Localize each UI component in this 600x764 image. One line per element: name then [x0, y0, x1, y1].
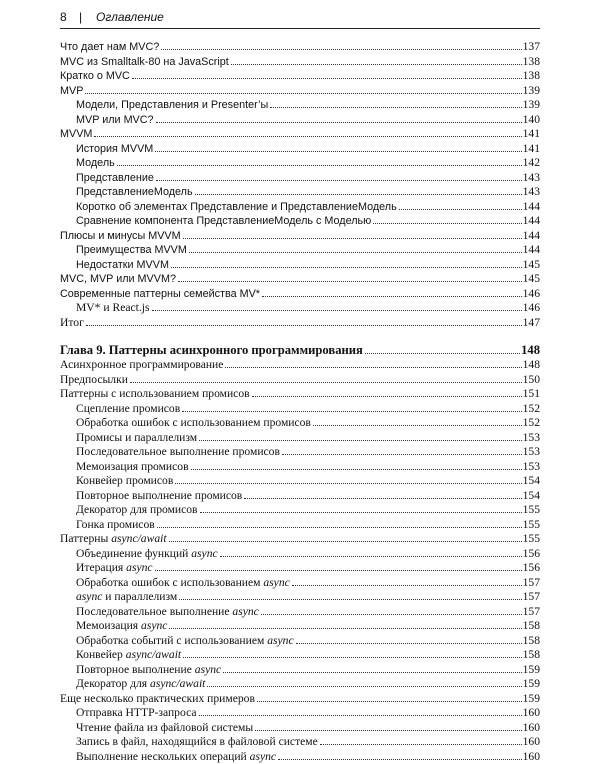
- dot-leader: [155, 151, 521, 152]
- header-separator: |: [79, 9, 82, 25]
- toc-entry-page: 142: [523, 156, 540, 171]
- dot-leader: [262, 296, 522, 297]
- code-term: async: [263, 576, 289, 589]
- toc-entry-title: Обработка ошибок с использованием async: [76, 576, 290, 591]
- toc-entry[interactable]: [60, 445, 540, 460]
- dot-leader: [231, 64, 522, 65]
- toc-entry-title: MVC, MVP или MVVM?: [60, 272, 176, 287]
- toc-entry-title: Мемоизация промисов: [76, 460, 189, 475]
- toc-entry-title: Итерация async: [76, 561, 153, 576]
- toc-entry-title: Асинхронное программирование: [60, 358, 223, 373]
- toc-entry-page: 154: [523, 474, 540, 489]
- dot-leader: [155, 570, 522, 571]
- dot-leader: [183, 238, 522, 239]
- header-rule: [60, 28, 540, 29]
- toc-entry-page: 160: [523, 750, 540, 764]
- dot-leader: [207, 686, 521, 687]
- toc-entry-title: Плюсы и минусы MVVM: [60, 229, 181, 244]
- toc-entry-page: 158: [523, 648, 540, 663]
- toc-entry-title: Гонка промисов: [76, 518, 155, 533]
- toc-entry[interactable]: [60, 590, 540, 605]
- toc-entry-page: 154: [523, 489, 540, 504]
- dot-leader: [244, 498, 521, 499]
- toc-entry-title: MVP: [60, 84, 83, 99]
- code-term: async/await: [126, 648, 181, 661]
- dot-leader: [195, 194, 522, 195]
- dot-leader: [373, 223, 521, 224]
- toc-entry[interactable]: [60, 301, 540, 316]
- toc-entry[interactable]: [60, 214, 540, 229]
- toc-entry-title: Промисы и параллелизм: [76, 431, 197, 446]
- toc-entry[interactable]: [60, 619, 540, 634]
- toc-entry-page: 155: [523, 518, 540, 533]
- toc-entry-title: Мемоизация async: [76, 619, 167, 634]
- toc-entry-title: История MVVM: [76, 142, 153, 157]
- dot-leader: [365, 353, 520, 354]
- toc-entry-title: Сравнение компонента ПредставлениеМодель с Моделью: [76, 214, 371, 229]
- toc-entry[interactable]: [60, 648, 540, 663]
- toc-entry-title: async и параллелизм: [76, 590, 177, 605]
- toc-entry[interactable]: [60, 532, 540, 547]
- toc-entry[interactable]: [60, 503, 540, 518]
- chapter-page: 148: [521, 342, 540, 358]
- toc-entry-title: Паттерны async/await: [60, 532, 167, 547]
- toc-entry-page: 138: [523, 69, 540, 84]
- toc-entry-title: Сцепление промисов: [76, 402, 180, 417]
- toc-entry-page: 146: [523, 287, 540, 302]
- toc-entry[interactable]: [60, 373, 540, 388]
- toc-entry-title: Конвейер промисов: [76, 474, 173, 489]
- toc-entry[interactable]: [60, 706, 540, 721]
- dot-leader: [399, 209, 522, 210]
- toc-entry[interactable]: [60, 171, 540, 186]
- toc-entry[interactable]: [60, 55, 540, 70]
- toc-entry-title: Повторное выполнение промисов: [76, 489, 242, 504]
- toc-chapter-9[interactable]: [60, 342, 540, 358]
- toc-entry-page: 147: [523, 316, 540, 331]
- toc-entry[interactable]: [60, 561, 540, 576]
- dot-leader: [182, 411, 521, 412]
- toc-entry-page: 158: [523, 634, 540, 649]
- dot-leader: [261, 614, 522, 615]
- toc-entry-page: 143: [523, 171, 540, 186]
- toc-entry-title: MVP или MVC?: [76, 113, 154, 128]
- toc-entry-page: 155: [523, 532, 540, 547]
- toc-entry-page: 140: [523, 113, 540, 128]
- toc-entry-page: 157: [523, 605, 540, 620]
- page-number: 8: [60, 9, 67, 25]
- toc-entry-page: 158: [523, 619, 540, 634]
- dot-leader: [175, 483, 521, 484]
- dot-leader: [252, 396, 522, 397]
- toc-entry-page: 153: [523, 445, 540, 460]
- toc-entry[interactable]: [60, 489, 540, 504]
- toc-entry-page: 159: [523, 677, 540, 692]
- toc-entry-title: ПредставлениеМодель: [76, 185, 193, 200]
- toc-entry-title: Запись в файл, находящийся в файловой системе: [76, 735, 318, 750]
- dot-leader: [225, 367, 521, 368]
- toc-entry[interactable]: [60, 460, 540, 475]
- dot-leader: [132, 78, 522, 79]
- toc-entry-title: Обработка ошибок с использованием промисов: [76, 416, 311, 431]
- dot-leader: [171, 267, 522, 268]
- dot-leader: [183, 657, 521, 658]
- toc-entry-title: Объединение функций async: [76, 547, 218, 562]
- toc-entry[interactable]: [60, 142, 540, 157]
- toc-entry[interactable]: [60, 402, 540, 417]
- table-of-contents: [60, 40, 540, 764]
- toc-entry-title: Итог: [60, 316, 84, 331]
- toc-section-async: [60, 358, 540, 764]
- toc-entry[interactable]: [60, 98, 540, 113]
- toc-entry-title: Последовательное выполнение промисов: [76, 445, 280, 460]
- dot-leader: [296, 643, 522, 644]
- toc-entry[interactable]: [60, 750, 540, 764]
- toc-entry-title: Конвейер async/await: [76, 648, 181, 663]
- toc-entry-page: 138: [523, 55, 540, 70]
- dot-leader: [270, 107, 521, 108]
- toc-entry-title: Еще несколько практических примеров: [60, 692, 255, 707]
- toc-entry-title: Отправка HTTP-запроса: [76, 706, 197, 721]
- code-term: async: [195, 663, 221, 676]
- dot-leader: [179, 599, 521, 600]
- toc-entry-title: Что дает нам MVC?: [60, 40, 159, 55]
- chapter-title: Глава 9. Паттерны асинхронного программирования: [60, 342, 363, 358]
- dot-leader: [292, 585, 522, 586]
- toc-entry-page: 152: [523, 402, 540, 417]
- toc-entry[interactable]: [60, 663, 540, 678]
- toc-entry-page: 141: [523, 127, 540, 142]
- code-term: async: [232, 605, 258, 618]
- toc-entry[interactable]: [60, 518, 540, 533]
- toc-entry-page: 144: [523, 200, 540, 215]
- toc-entry-title: MVC из Smalltalk-80 на JavaScript: [60, 55, 229, 70]
- toc-entry[interactable]: [60, 721, 540, 736]
- toc-entry-page: 151: [523, 387, 540, 402]
- toc-entry-page: 160: [523, 706, 540, 721]
- dot-leader: [85, 93, 521, 94]
- toc-entry[interactable]: [60, 634, 540, 649]
- toc-entry-title: Представление: [76, 171, 154, 186]
- toc-entry-title: Повторное выполнение async: [76, 663, 221, 678]
- toc-entry-page: 148: [523, 358, 540, 373]
- toc-entry-page: 145: [523, 258, 540, 273]
- toc-section-mv-patterns: [60, 40, 540, 330]
- section-gap: [60, 330, 540, 342]
- dot-leader: [157, 527, 522, 528]
- toc-entry[interactable]: [60, 258, 540, 273]
- toc-entry-page: 139: [523, 84, 540, 99]
- toc-entry-title: MVVM: [60, 127, 92, 142]
- toc-entry-title: Предпосылки: [60, 373, 128, 388]
- toc-entry-title: Чтение файла из файловой системы: [76, 721, 253, 736]
- toc-entry[interactable]: [60, 113, 540, 128]
- toc-entry[interactable]: [60, 287, 540, 302]
- dot-leader: [199, 440, 522, 441]
- toc-entry[interactable]: [60, 474, 540, 489]
- dot-leader: [282, 454, 522, 455]
- toc-entry-page: 156: [523, 561, 540, 576]
- dot-leader: [86, 325, 522, 326]
- toc-entry-title: Модели, Представления и Presenter’ы: [76, 98, 268, 113]
- dot-leader: [200, 512, 522, 513]
- toc-entry[interactable]: [60, 156, 540, 171]
- toc-entry[interactable]: [60, 431, 540, 446]
- code-term: async/await: [150, 677, 205, 690]
- toc-entry[interactable]: [60, 416, 540, 431]
- toc-entry-title: Современные паттерны семейства MV*: [60, 287, 260, 302]
- code-term: async: [141, 619, 167, 632]
- toc-entry-title: Паттерны с использованием промисов: [60, 387, 250, 402]
- dot-leader: [130, 382, 522, 383]
- toc-entry-title: Модель: [76, 156, 115, 171]
- code-term: async: [126, 561, 152, 574]
- dot-leader: [189, 252, 522, 253]
- running-header: [60, 9, 540, 31]
- dot-leader: [223, 672, 521, 673]
- dot-leader: [152, 310, 522, 311]
- toc-entry-page: 146: [523, 301, 540, 316]
- code-term: async/await: [111, 532, 166, 545]
- toc-entry[interactable]: [60, 229, 540, 244]
- toc-entry-page: 153: [523, 431, 540, 446]
- toc-entry[interactable]: [60, 358, 540, 373]
- dot-leader: [199, 715, 522, 716]
- toc-entry[interactable]: [60, 40, 540, 55]
- toc-entry[interactable]: [60, 547, 540, 562]
- toc-entry-title: Декоратор для async/await: [76, 677, 205, 692]
- toc-entry[interactable]: [60, 316, 540, 331]
- toc-entry-page: 155: [523, 503, 540, 518]
- code-term: async: [191, 547, 217, 560]
- toc-entry-title: Недостатки MVVM: [76, 258, 169, 273]
- toc-entry-page: 160: [523, 721, 540, 736]
- toc-entry-title: Коротко об элементах Представление и ПредставлениеМодель: [76, 200, 397, 215]
- toc-entry-page: 160: [523, 735, 540, 750]
- toc-entry[interactable]: [60, 200, 540, 215]
- toc-entry-title: MV* и React.js: [76, 301, 150, 316]
- toc-entry-page: 145: [523, 272, 540, 287]
- toc-entry-page: 144: [523, 229, 540, 244]
- toc-entry-title: Выполнение нескольких операций async: [76, 750, 276, 764]
- toc-entry-page: 144: [523, 243, 540, 258]
- toc-entry[interactable]: [60, 692, 540, 707]
- toc-entry-page: 144: [523, 214, 540, 229]
- dot-leader: [117, 165, 522, 166]
- toc-entry[interactable]: [60, 243, 540, 258]
- toc-entry-page: 150: [523, 373, 540, 388]
- toc-entry-page: 159: [523, 663, 540, 678]
- code-term: async: [267, 634, 293, 647]
- toc-entry-page: 156: [523, 547, 540, 562]
- dot-leader: [220, 556, 522, 557]
- code-term: async: [250, 750, 276, 763]
- toc-entry-page: 159: [523, 692, 540, 707]
- toc-entry-title: Декоратор для промисов: [76, 503, 198, 518]
- toc-entry-page: 157: [523, 576, 540, 591]
- dot-leader: [320, 744, 522, 745]
- dot-leader: [161, 49, 521, 50]
- toc-entry[interactable]: [60, 84, 540, 99]
- toc-entry-title: Кратко о MVC: [60, 69, 130, 84]
- running-title: Оглавление: [96, 9, 164, 25]
- dot-leader: [94, 136, 521, 137]
- dot-leader: [156, 180, 522, 181]
- toc-entry-page: 141: [523, 142, 540, 157]
- dot-leader: [313, 425, 522, 426]
- toc-entry-page: 152: [523, 416, 540, 431]
- toc-entry[interactable]: [60, 605, 540, 620]
- toc-entry[interactable]: [60, 185, 540, 200]
- toc-entry[interactable]: [60, 387, 540, 402]
- toc-entry-title: Последовательное выполнение async: [76, 605, 259, 620]
- dot-leader: [255, 730, 521, 731]
- dot-leader: [169, 541, 522, 542]
- toc-entry-page: 139: [523, 98, 540, 113]
- toc-entry[interactable]: [60, 127, 540, 142]
- dot-leader: [169, 628, 521, 629]
- dot-leader: [191, 469, 522, 470]
- dot-leader: [257, 701, 522, 702]
- toc-entry-page: 143: [523, 185, 540, 200]
- toc-entry-title: Обработка событий с использованием async: [76, 634, 294, 649]
- toc-entry[interactable]: [60, 677, 540, 692]
- dot-leader: [178, 281, 522, 282]
- toc-entry[interactable]: [60, 272, 540, 287]
- code-term: async: [76, 590, 102, 603]
- toc-entry-title: Преимущества MVVM: [76, 243, 187, 258]
- toc-entry-page: 137: [523, 40, 540, 55]
- dot-leader: [278, 759, 522, 760]
- toc-entry-page: 153: [523, 460, 540, 475]
- toc-entry[interactable]: [60, 69, 540, 84]
- toc-entry[interactable]: [60, 735, 540, 750]
- toc-entry-page: 157: [523, 590, 540, 605]
- dot-leader: [156, 122, 522, 123]
- toc-entry[interactable]: [60, 576, 540, 591]
